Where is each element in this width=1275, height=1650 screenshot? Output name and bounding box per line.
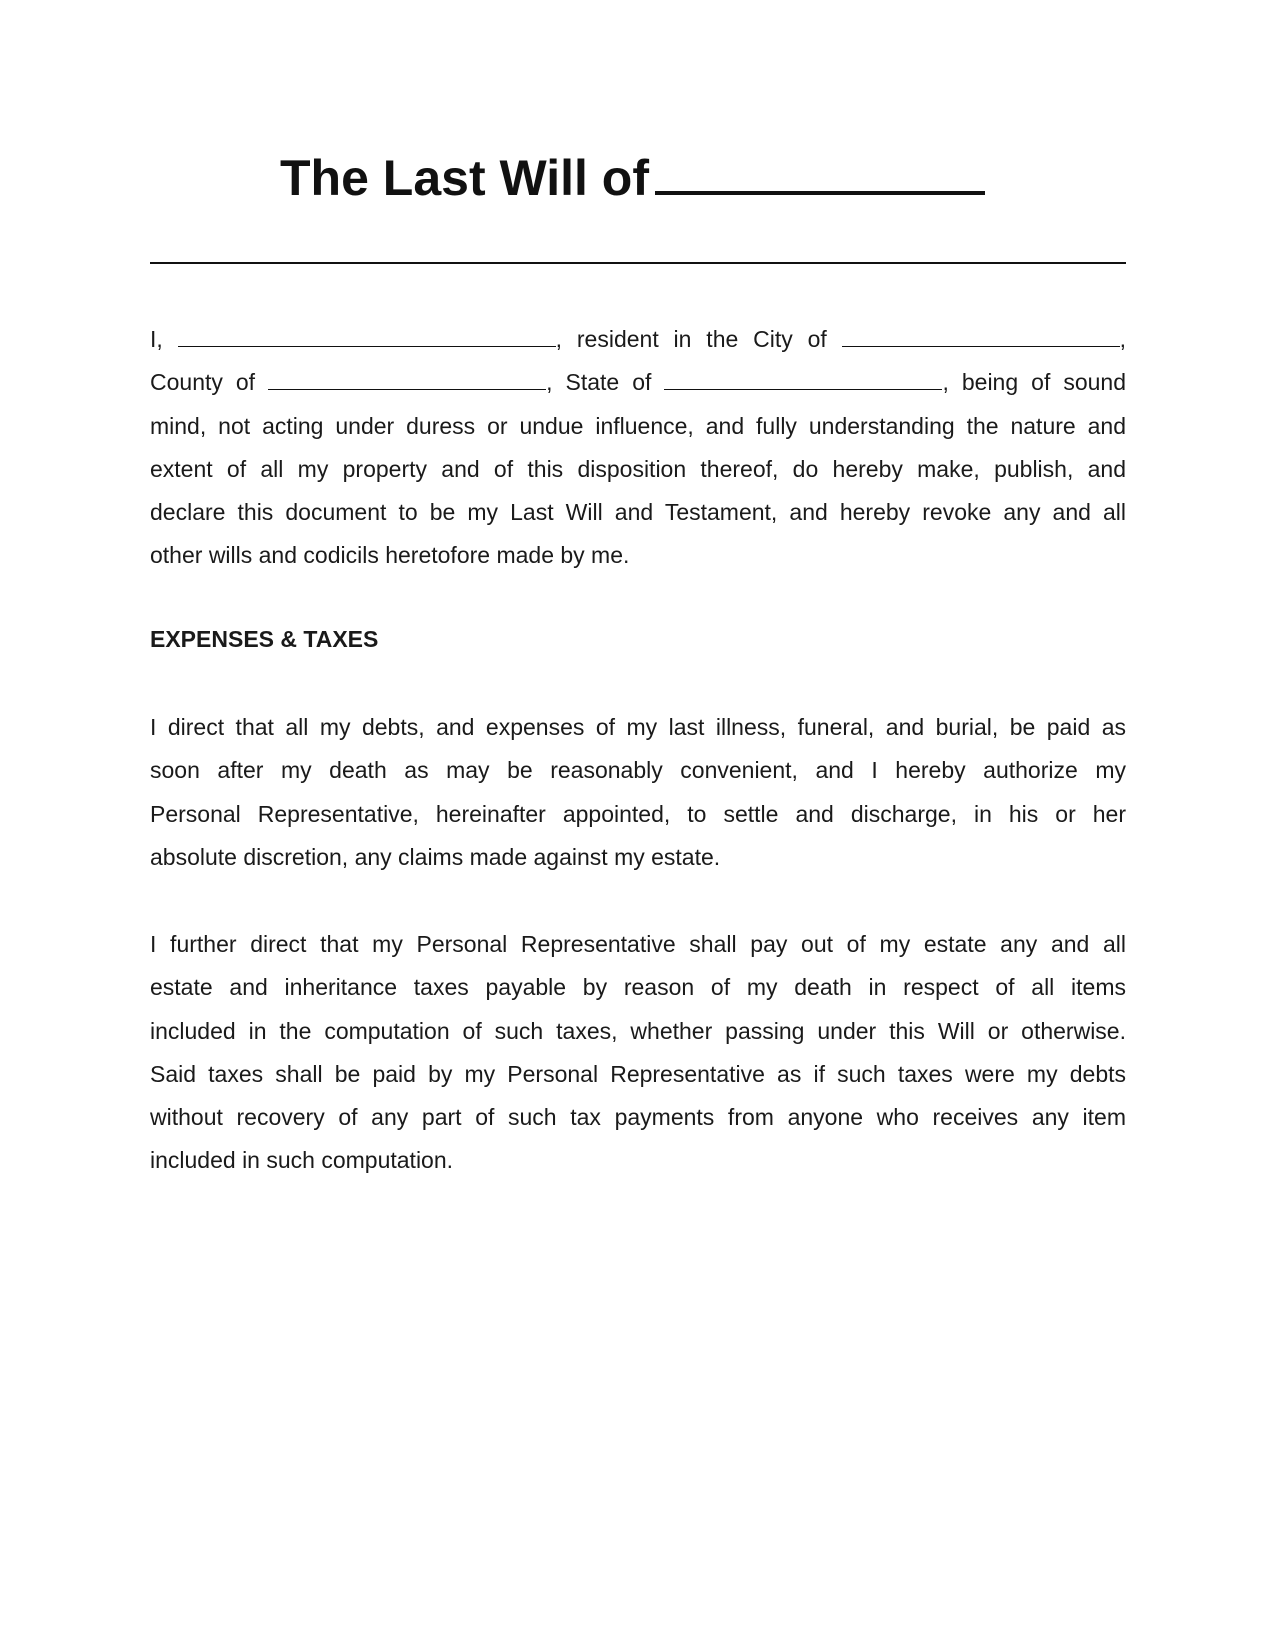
title-text: The Last Will of — [280, 150, 649, 206]
paragraph-line: Personal Representative, hereinafter appointed, to settle and discharge, in his or her — [150, 800, 1126, 827]
paragraph-line: Said taxes shall be paid by my Personal Representative as if such taxes were my debts — [150, 1060, 1126, 1087]
paragraph-line: included in the computation of such taxes, whether passing under this Will or otherwise. — [150, 1017, 1126, 1044]
intro-line-5: declare this document to be my Last Will and Testament, and hereby revoke any and all — [150, 499, 1126, 526]
state-blank[interactable] — [664, 367, 942, 390]
document-title — [280, 148, 985, 208]
paragraph-line: estate and inheritance taxes payable by reason of my death in respect of all items — [150, 974, 1126, 1001]
intro-text: , State of — [546, 369, 652, 396]
taxes-paragraph — [150, 923, 1126, 1183]
title-divider — [150, 262, 1126, 264]
city-blank[interactable] — [842, 324, 1120, 347]
intro-line-4: extent of all my property and of this disposition thereof, do hereby make, publish, and — [150, 455, 1126, 482]
paragraph-line: I direct that all my debts, and expenses of my last illness, funeral, and burial, be paid as — [150, 714, 1126, 740]
paragraph-line: included in such computation. — [150, 1147, 454, 1174]
intro-text: , being of sound — [942, 369, 1127, 396]
intro-text: County of — [150, 369, 256, 396]
paragraph-line: absolute discretion, any claims made against my estate. — [150, 843, 721, 870]
intro-line-6: other wills and codicils heretofore made by me. — [150, 542, 630, 569]
intro-text: I, — [150, 326, 163, 352]
intro-line-2 — [150, 361, 1126, 404]
intro-line-1 — [150, 318, 1126, 361]
testator-name-blank[interactable] — [655, 151, 985, 195]
paragraph-line: without recovery of any part of such tax payments from anyone who receives any item — [150, 1104, 1126, 1131]
intro-paragraph — [150, 318, 1126, 578]
name-blank[interactable] — [178, 324, 556, 347]
intro-line-3: mind, not acting under duress or undue influence, and fully understanding the nature and — [150, 412, 1126, 439]
paragraph-line: soon after my death as may be reasonably convenient, and I hereby authorize my — [150, 757, 1126, 784]
expenses-paragraph — [150, 706, 1126, 879]
intro-text: , — [1119, 326, 1127, 352]
section-heading: EXPENSES & TAXES — [150, 626, 379, 652]
intro-text: , resident in the City of — [555, 326, 827, 352]
paragraph-line: I further direct that my Personal Representative shall pay out of my estate any and all — [150, 931, 1126, 957]
county-blank[interactable] — [268, 367, 546, 390]
